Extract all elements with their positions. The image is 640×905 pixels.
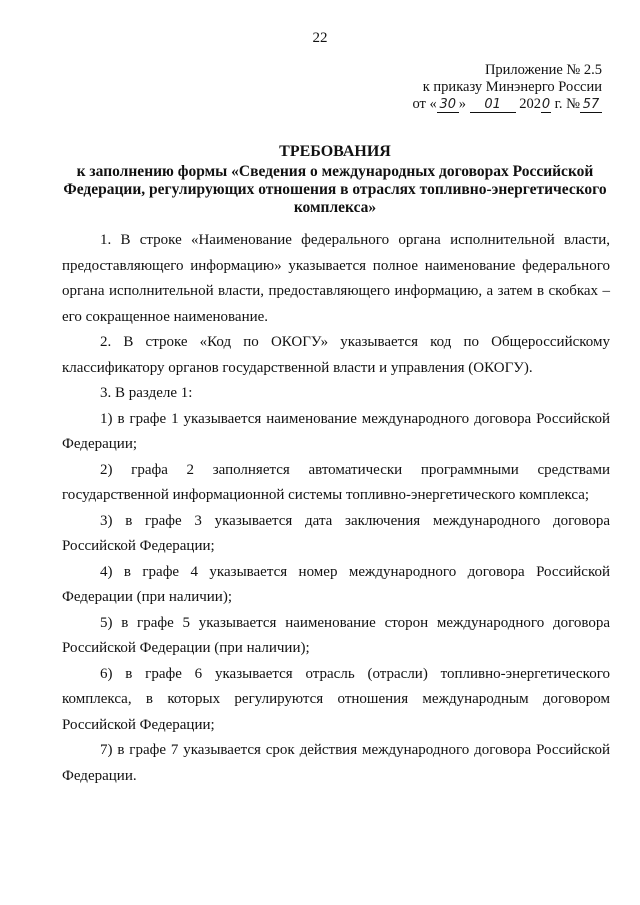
- title-subtitle: к заполнению формы «Сведения о международных договорах Российской Федерации, регулирующих отношения в отраслях топливно-энергетического комплекса»: [63, 163, 607, 216]
- date-month: 01: [470, 98, 516, 113]
- document-title: [60, 143, 610, 217]
- appendix-order-ref: к приказу Минэнерго России: [422, 79, 602, 95]
- page-number: 22: [312, 30, 328, 46]
- date-year-suffix: 0: [541, 97, 551, 112]
- paragraph: 3. В разделе 1:: [100, 385, 193, 401]
- appendix-title: Приложение № 2.5: [484, 62, 602, 78]
- document-body: [62, 228, 610, 789]
- date-mid: »: [458, 96, 466, 112]
- order-number: 57: [580, 98, 602, 113]
- date-year-prefix: 202: [519, 96, 541, 112]
- paragraph: 2. В строке «Код по ОКОГУ» указывается код по Общероссийскому классификатору органов государственной власти и управления (ОКОГУ).: [62, 334, 610, 376]
- date-prefix: от «: [412, 96, 437, 112]
- paragraph: 7) в графе 7 указывается срок действия международного договора Российской Федерации.: [62, 742, 610, 784]
- paragraph: 1) в графе 1 указывается наименование международного договора Российской Федерации;: [62, 410, 610, 452]
- paragraph: 3) в графе 3 указывается дата заключения международного договора Российской Федерации;: [62, 512, 610, 554]
- paragraph: 5) в графе 5 указывается наименование сторон международного договора Российской Федерации (при наличии);: [62, 614, 610, 656]
- date-day: 30: [437, 98, 459, 113]
- date-suffix: г. №: [550, 96, 580, 112]
- appendix-header: [402, 62, 602, 113]
- paragraph: 1. В строке «Наименование федерального органа исполнительной власти, предоставляющего информацию» указывается полное наименование федерального органа исполнительной власти, предоставляющего информацию, а затем в скобках – его сокращенное наименование.: [62, 232, 610, 325]
- paragraph: 4) в графе 4 указывается номер международного договора Российской Федерации (при наличии);: [62, 563, 610, 605]
- paragraph: 6) в графе 6 указывается отрасль (отрасли) топливно-энергетического комплекса, в которых регулируются отношения международным договором Российской Федерации;: [62, 665, 610, 733]
- paragraph: 2) графа 2 заполняется автоматически программными средствами государственной информационной системы топливно-энергетического комплекса;: [62, 461, 610, 503]
- appendix-date-line: [402, 96, 602, 113]
- title-heading: ТРЕБОВАНИЯ: [279, 143, 391, 160]
